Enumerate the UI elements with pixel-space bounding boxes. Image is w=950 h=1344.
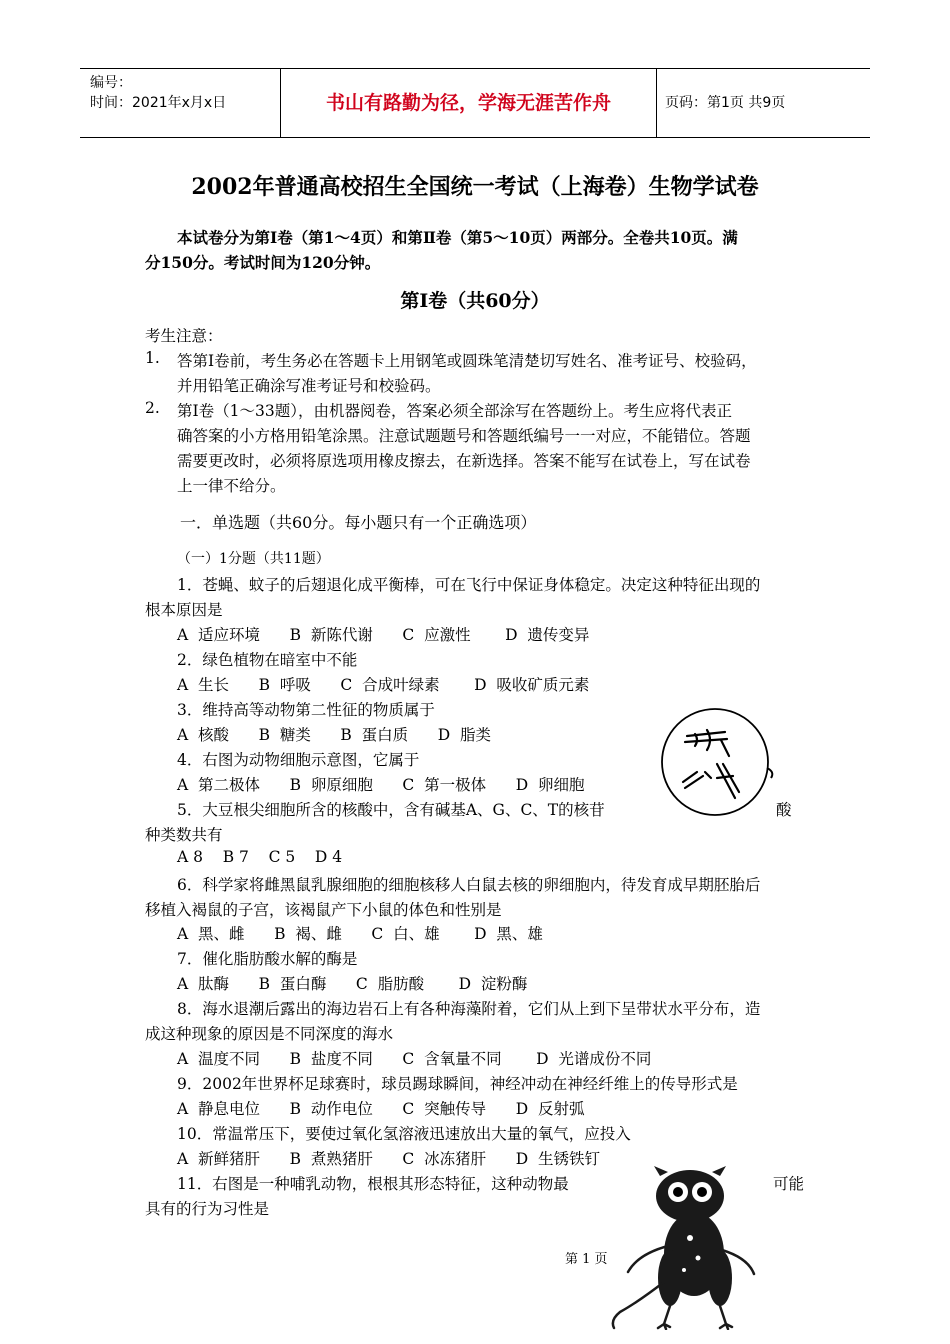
notice-item-2-line-2: 确答案的小方格用铅笔涂黑。注意试题题号和答题纸编号一一对应，不能错位。答题 <box>177 427 751 445</box>
q8-line-2: 成这种现象的原因是不同深度的海水 <box>145 1025 394 1043</box>
q11-line-1: 11．右图是一种哺乳动物，根根其形态特征，这种动物最 <box>177 1175 569 1193</box>
q7-options: A 肽酶 B 蛋白酶 C 脂肪酸 D 淀粉酶 <box>177 975 528 993</box>
q4-text: 4．右图为动物细胞示意图，它属于 <box>177 751 420 769</box>
q6-line-2: 移植入褐鼠的子宫，该褐鼠产下小鼠的体色和性别是 <box>145 901 502 919</box>
header-motto: 书山有路勤为径，学海无涯苦作舟 <box>280 69 657 137</box>
q1-line-1: 1．苍蝇、蚊子的后翅退化成平衡棒，可在飞行中保证身体稳定。决定这种特征出现的 <box>177 576 761 594</box>
q7-text: 7．催化脂肪酸水解的酶是 <box>177 950 358 968</box>
date-label: 时间：2021年x月x日 <box>90 95 227 111</box>
cell-diagram <box>655 706 780 821</box>
q3-options: A 核酸 B 糖类 B 蛋白质 D 脂类 <box>177 726 492 744</box>
intro-line-2: 分150分。考试时间为120分钟。 <box>145 253 381 272</box>
q11-suffix: 可能 <box>773 1175 805 1193</box>
notice-number-1: 1. <box>145 349 160 367</box>
tarsier-figure <box>598 1162 774 1330</box>
section-title: 第Ⅰ卷（共60分） <box>400 290 550 312</box>
q6-line-1: 6．科学家将雌黑鼠乳腺细胞的细胞核移人白鼠去核的卵细胞内，待发育成早期胚胎后 <box>177 876 761 894</box>
q8-line-1: 8．海水退潮后露出的海边岩石上有各种海藻附着，它们从上到下呈带状水平分布，造 <box>177 1000 761 1018</box>
notice-item-2-line-3: 需要更改时，必须将原选项用橡皮擦去，在新选择。答案不能写在试卷上，写在试卷 <box>177 452 751 470</box>
q5-line-1: 5．大豆根尖细胞所含的核酸中，含有碱基A、G、C、T的核苷 <box>177 801 605 819</box>
header-page-info: 页码：第1页 共9页 <box>665 95 786 111</box>
page-header <box>80 68 870 138</box>
q11-line-2: 具有的行为习性是 <box>145 1200 270 1218</box>
q5-suffix: 酸 <box>776 801 792 819</box>
notice-item-2-line-1: 第Ⅰ卷（1～33题），由机器阅卷，答案必须全部涂写在答题纷上。考生应将代表正 <box>177 402 732 420</box>
q10-options: A 新鲜猪肝 B 煮熟猪肝 C 冰冻猪肝 D 生锈铁钉 <box>177 1150 600 1168</box>
part1-heading: 一．单选题（共60分。每小题只有一个正确选项） <box>180 513 537 532</box>
notice-item-1-line-1: 答第Ⅰ卷前，考生务必在答题卡上用钢笔或圆珠笔清楚切写姓名、准考证号、校验码， <box>177 352 757 370</box>
q9-options: A 静息电位 B 动作电位 C 突触传导 D 反射弧 <box>177 1100 585 1118</box>
q2-options: A 生长 B 呼吸 C 合成叶绿素 D 吸收矿质元素 <box>177 676 590 694</box>
q1-line-2: 根本原因是 <box>145 601 223 619</box>
q2-text: 2．绿色植物在暗室中不能 <box>177 651 358 669</box>
notice-item-2-line-4: 上一律不给分。 <box>177 477 286 495</box>
intro-line-1: 本试卷分为第Ⅰ卷（第1～4页）和第Ⅱ卷（第5～10页）两部分。全卷共10页。满 <box>177 228 738 247</box>
q8-options: A 温度不同 B 盐度不同 C 含氧量不同 D 光谱成份不同 <box>177 1050 652 1068</box>
q3-text: 3．维持高等动物第二性征的物质属于 <box>177 701 435 719</box>
q1-options: A 适应环境 B 新陈代谢 C 应激性 D 遗传变异 <box>177 626 590 644</box>
q5-line-2: 种类数共有 <box>145 826 223 844</box>
q5-options: A 8 B 7 C 5 D 4 <box>177 848 343 866</box>
exam-title: 2002年普通高校招生全国统一考试（上海卷）生物学试卷 <box>191 174 759 200</box>
sub-heading: （一）1分题（共11题） <box>177 551 330 567</box>
notice-heading: 考生注意： <box>145 327 223 345</box>
q9-text: 9．2002年世界杯足球赛时，球员踢球瞬间，神经冲动在神经纤维上的传导形式是 <box>177 1075 738 1093</box>
notice-item-1-line-2: 并用铅笔正确涂写准考证号和校验码。 <box>177 377 441 395</box>
q4-options: A 第二极体 B 卵原细胞 C 第一极体 D 卵细胞 <box>177 776 585 794</box>
page-footer: 第 1 页 <box>565 1252 608 1267</box>
notice-number-2: 2. <box>145 399 160 417</box>
number-label: 编号： <box>90 75 132 91</box>
q10-text: 10．常温常压下，要使过氧化氢溶液迅速放出大量的氧气，应投入 <box>177 1125 631 1143</box>
q6-options: A 黑、雌 B 褐、雌 C 白、雄 D 黑、雄 <box>177 925 543 943</box>
header-meta <box>80 69 280 137</box>
